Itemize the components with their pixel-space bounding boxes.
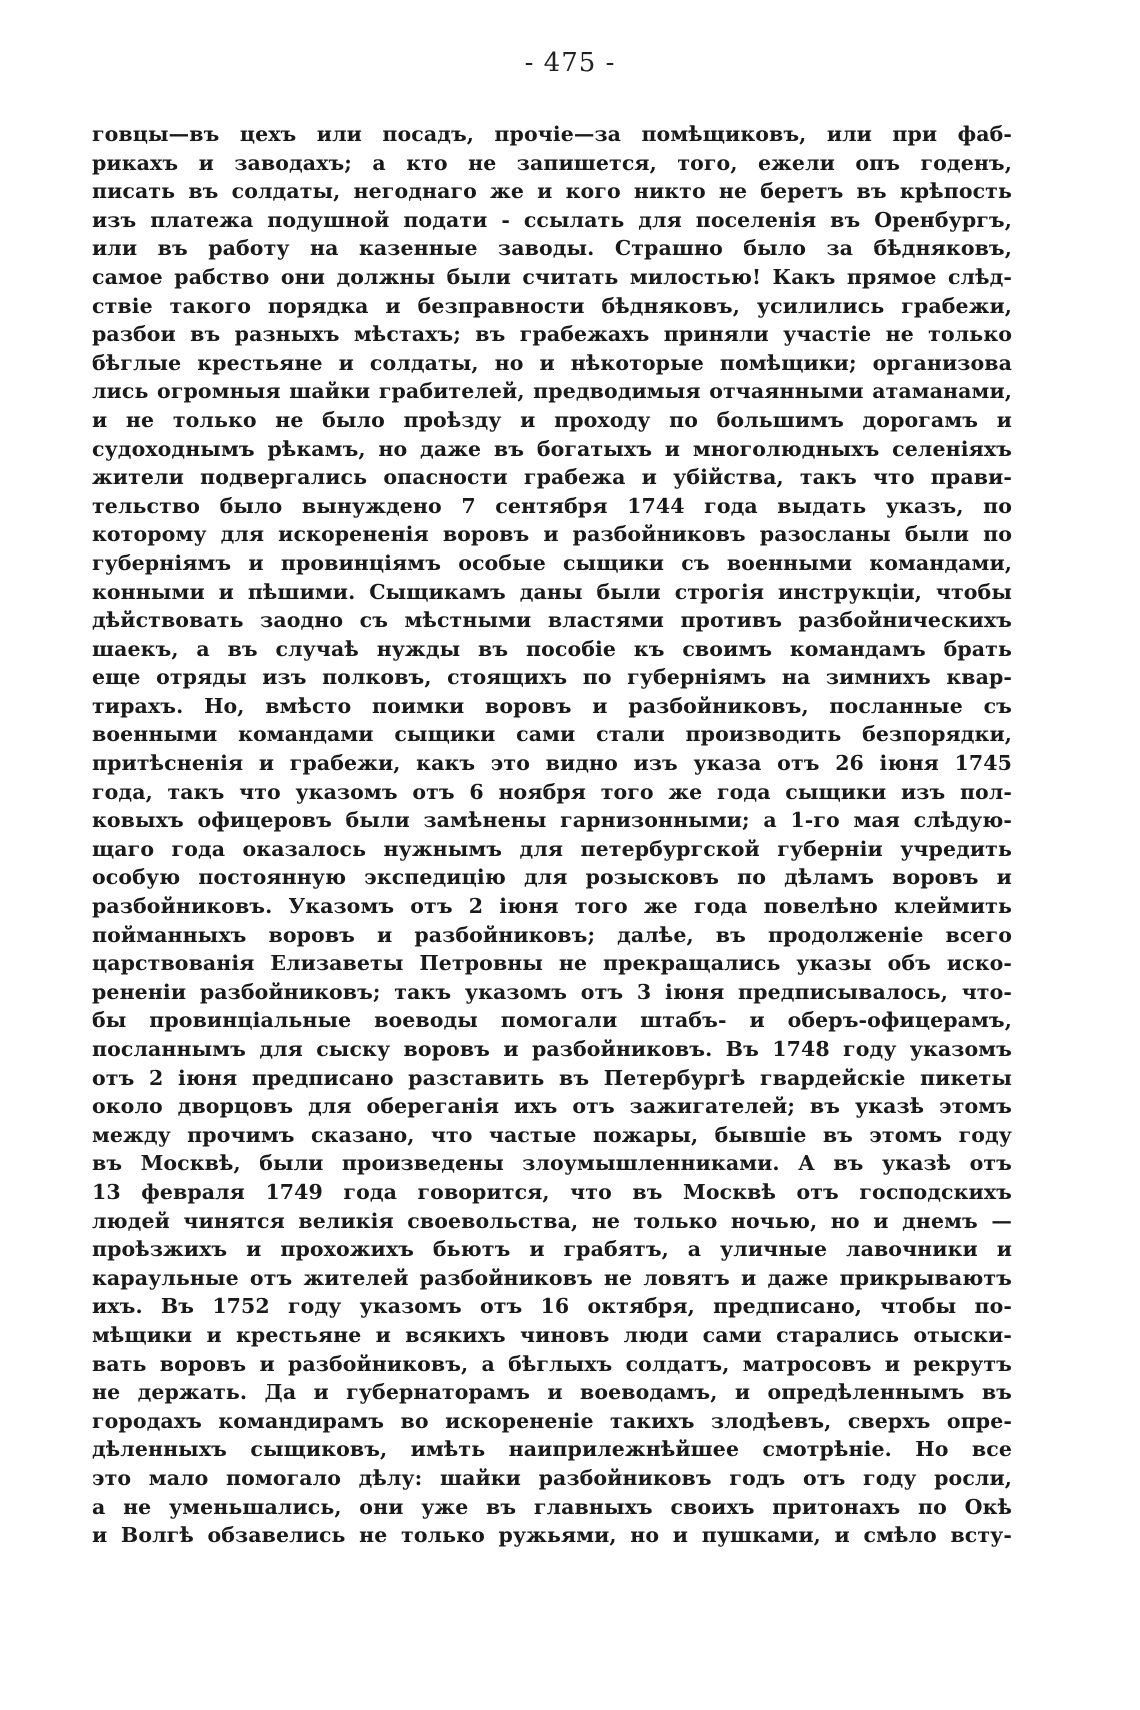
text-line: рикахъ и заводахъ; а кто не запишется, того, ежели опъ годенъ, bbox=[92, 150, 1012, 175]
text-line: щаго года оказалось нужнымъ для петербургской губерніи учредить bbox=[92, 836, 1012, 861]
text-line: мѣщики и крестьяне и всякихъ чиновъ люди сами старались отыски- bbox=[92, 1322, 1012, 1347]
text-line: жители подвергались опасности грабежа и убійства, такъ что прави- bbox=[92, 465, 1012, 490]
text-line: особую постоянную экспедицію для розысковъ по дѣламъ воровъ и bbox=[92, 865, 1012, 890]
text-line: года, такъ что указомъ отъ 6 ноября того же года сыщики изъ пол- bbox=[92, 779, 1012, 804]
text-line: а не уменьшались, они уже въ главныхъ своихъ притонахъ по Окѣ bbox=[92, 1494, 1012, 1519]
text-line: ихъ. Въ 1752 году указомъ отъ 16 октября, предписано, чтобы по- bbox=[92, 1294, 1012, 1319]
text-line: говцы—въ цехъ или посадъ, прочіе—за помѣщиковъ, или при фаб- bbox=[92, 122, 1012, 146]
text-line: и не только не было проѣзду и проходу по большимъ дорогамъ и bbox=[92, 407, 1012, 432]
text-line: около дворцовъ для обереганія ихъ отъ зажигателей; въ указѣ этомъ bbox=[92, 1094, 1012, 1119]
page-body-text bbox=[92, 120, 1012, 1550]
text-line: тельство было вынуждено 7 сентября 1744 года выдать указъ, по bbox=[92, 493, 1012, 518]
text-line: вать воровъ и разбойниковъ, а бѣглыхъ солдатъ, матросовъ и рекрутъ bbox=[92, 1351, 1012, 1376]
text-line: въ Москвѣ, были произведены злоумышленниками. А въ указѣ отъ bbox=[92, 1151, 1012, 1176]
text-line: губерніямъ и провинціямъ особые сыщики съ военными командами, bbox=[92, 550, 1012, 575]
text-line: городахъ командирамъ во искорененіе такихъ злодѣевъ, сверхъ опре- bbox=[92, 1408, 1012, 1433]
text-line: бы провинціальные воеводы помогали штабъ- и оберъ-офицерамъ, bbox=[92, 1008, 1012, 1033]
text-line: самое рабство они должны были считать милостью! Какъ прямое слѣд- bbox=[92, 264, 1012, 289]
text-line: отъ 2 іюня предписано разставить въ Петербургѣ гвардейскіе пикеты bbox=[92, 1065, 1012, 1090]
text-line: тирахъ. Но, вмѣсто поимки воровъ и разбойниковъ, посланные съ bbox=[92, 693, 1012, 718]
text-line: рененіи разбойниковъ; такъ указомъ отъ 3 іюня предписывалось, что- bbox=[92, 979, 1012, 1004]
text-line: ствіе такого порядка и безправности бѣдняковъ, усилились грабежи, bbox=[92, 293, 1012, 318]
text-line: конными и пѣшими. Сыщикамъ даны были строгія инструкціи, чтобы bbox=[92, 579, 1012, 604]
text-line: людей чинятся великія своевольства, не только ночью, но и днемъ — bbox=[92, 1208, 1012, 1233]
text-line: или въ работу на казенные заводы. Страшно было за бѣдняковъ, bbox=[92, 236, 1012, 261]
text-line: еще отряды изъ полковъ, стоящихъ по губерніямъ на зимнихъ квар- bbox=[92, 665, 1012, 690]
text-line: и Волгѣ обзавелись не только ружьями, но и пушками, и смѣло всту- bbox=[92, 1523, 1012, 1548]
text-line: пойманныхъ воровъ и разбойниковъ; далѣе, въ продолженіе всего bbox=[92, 922, 1012, 947]
text-line: не держать. Да и губернаторамъ и воеводамъ, и опредѣленнымъ въ bbox=[92, 1380, 1012, 1405]
text-line: караульные отъ жителей разбойниковъ не ловятъ и даже прикрываютъ bbox=[92, 1265, 1012, 1290]
text-line: это мало помогало дѣлу: шайки разбойниковъ годъ отъ году росли, bbox=[92, 1465, 1012, 1490]
text-line: писать въ солдаты, негоднаго же и кого никто не беретъ въ крѣпость bbox=[92, 179, 1012, 204]
text-line: разбойниковъ. Указомъ отъ 2 іюня того же года повелѣно клеймить bbox=[92, 894, 1012, 919]
text-line: проѣзжихъ и прохожихъ бьютъ и грабятъ, а уличные лавочники и bbox=[92, 1237, 1012, 1262]
text-line: изъ платежа подушной подати - ссылать для поселенія въ Оренбургъ, bbox=[92, 207, 1012, 232]
text-line: дѣленныхъ сыщиковъ, имѣть наиприлежнѣйшее смотрѣніе. Но все bbox=[92, 1437, 1012, 1462]
text-line: царствованія Елизаветы Петровны не прекращались указы объ иско- bbox=[92, 951, 1012, 976]
text-line: бѣглые крестьяне и солдаты, но и нѣкоторые помѣщики; организова bbox=[92, 350, 1012, 375]
text-line: между прочимъ сказано, что частые пожары, бывшіе въ этомъ году bbox=[92, 1122, 1012, 1147]
text-line: ковыхъ офицеровъ были замѣнены гарнизонными; а 1-го мая слѣдую- bbox=[92, 808, 1012, 833]
text-line: 13 февраля 1749 года говорится, что въ Москвѣ отъ господскихъ bbox=[92, 1179, 1012, 1204]
text-line: судоходнымъ рѣкамъ, но даже въ богатыхъ и многолюдныхъ селеніяхъ bbox=[92, 436, 1012, 461]
text-line: военными командами сыщики сами стали производить безпорядки, bbox=[92, 722, 1012, 747]
text-line: разбои въ разныхъ мѣстахъ; въ грабежахъ приняли участіе не только bbox=[92, 322, 1012, 347]
text-line: притѣсненія и грабежи, какъ это видно изъ указа отъ 26 іюня 1745 bbox=[92, 751, 1012, 776]
text-line: которому для искорененія воровъ и разбойниковъ разосланы были по bbox=[92, 522, 1012, 547]
text-line: шаекъ, а въ случаѣ нужды въ пособіе къ своимъ командамъ брать bbox=[92, 636, 1012, 661]
text-line: дѣйствовать заодно съ мѣстными властями противъ разбойническихъ bbox=[92, 608, 1012, 633]
page-number: - 475 - bbox=[524, 48, 616, 78]
text-line: посланнымъ для сыску воровъ и разбойниковъ. Въ 1748 году указомъ bbox=[92, 1037, 1012, 1061]
text-line: лись огромныя шайки грабителей, предводимыя отчаянными атаманами, bbox=[92, 379, 1012, 404]
